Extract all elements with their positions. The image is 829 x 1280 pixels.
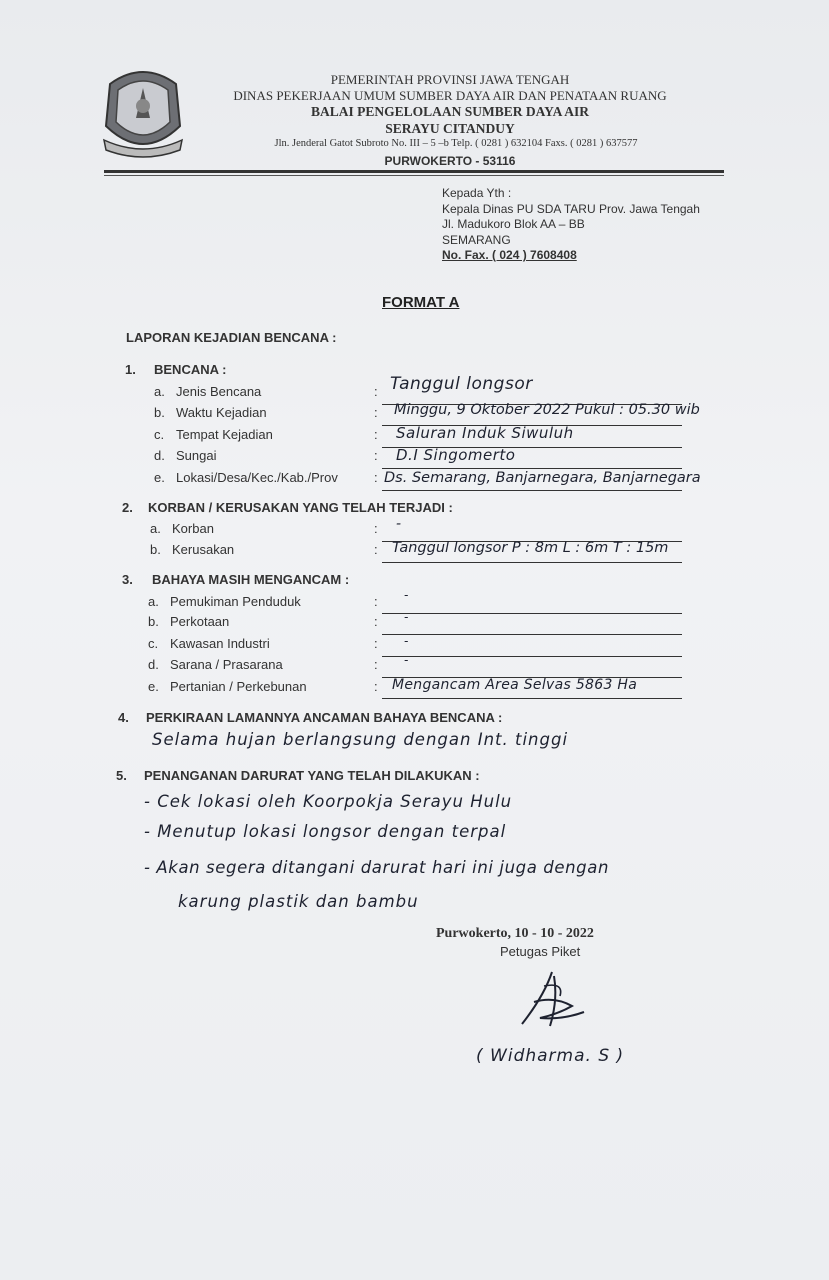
section1-e-value: Ds. Semarang, Banjarnegara, Banjarnegara <box>384 470 701 486</box>
signoff-place-date: Purwokerto, 10 - 10 - 2022 <box>436 926 594 941</box>
colon: : <box>374 542 378 557</box>
section2-a-value: - <box>396 516 402 532</box>
section4-number: 4. <box>118 710 129 725</box>
colon: : <box>374 405 378 420</box>
section3-a-value: - <box>404 588 409 602</box>
section2-heading: KORBAN / KERUSAKAN YANG TELAH TERJADI : <box>148 500 453 515</box>
letterhead-rule-thin <box>104 175 724 176</box>
section4-heading: PERKIRAAN LAMANNYA ANCAMAN BAHAYA BENCANA : <box>146 710 503 725</box>
colon: : <box>374 384 378 399</box>
section3-a-label: Pemukiman Penduduk <box>170 594 301 609</box>
fill-line <box>382 490 682 491</box>
recipient-line1: Kepada Yth : <box>442 186 512 200</box>
section2-a-label: Korban <box>172 521 214 536</box>
letterhead-line3: BALAI PENGELOLAAN SUMBER DAYA AIR <box>310 104 590 119</box>
section3-e-value: Mengancam Area Selvas 5863 Ha <box>392 677 638 693</box>
section1-d-value: D.I Singomerto <box>396 446 516 464</box>
section3-d-label: Sarana / Prasarana <box>170 657 283 672</box>
section5-item-3: - Akan segera ditangani darurat hari ini juga dengan <box>144 858 610 877</box>
recipient-block <box>442 186 700 264</box>
letterhead-line2: DINAS PEKERJAAN UMUM SUMBER DAYA AIR DAN PENATAAN RUANG <box>233 88 667 103</box>
recipient-line2: Kepala Dinas PU SDA TARU Prov. Jawa Tengah <box>442 201 700 216</box>
recipient-line3: Jl. Madukoro Blok AA – BB <box>442 217 585 231</box>
section5-number: 5. <box>116 768 127 783</box>
section3-d-letter: d. <box>148 657 159 672</box>
fill-line <box>382 613 682 614</box>
recipient-line4: SEMARANG <box>442 232 511 247</box>
section2-a-letter: a. <box>150 521 161 536</box>
colon: : <box>374 594 378 609</box>
letterhead-line1: PEMERINTAH PROVINSI JAWA TENGAH <box>330 72 570 87</box>
section5-item-2: - Menutup lokasi longsor dengan terpal <box>144 822 507 841</box>
section5-heading: PENANGANAN DARURAT YANG TELAH DILAKUKAN : <box>144 768 480 783</box>
section3-c-letter: c. <box>148 636 159 651</box>
section2-number: 2. <box>122 500 133 515</box>
fill-line <box>382 698 682 699</box>
fill-line <box>382 562 682 563</box>
section3-b-letter: b. <box>148 614 159 629</box>
section1-a-value: Tanggul longsor <box>390 374 533 394</box>
letterhead-city: PURWOKERTO - 53116 <box>384 154 516 168</box>
letterhead-line4: SERAYU CITANDUY <box>385 121 515 136</box>
section3-e-label: Pertanian / Perkebunan <box>170 679 307 694</box>
colon: : <box>374 657 378 672</box>
signoff-role: Petugas Piket <box>500 944 581 959</box>
section5-item-4: karung plastik dan bambu <box>178 892 419 911</box>
fill-line <box>382 656 682 657</box>
section1-number: 1. <box>125 362 136 377</box>
section1-c-value: Saluran Induk Siwuluh <box>396 424 574 442</box>
section2-b-letter: b. <box>150 542 161 557</box>
fill-line <box>382 634 682 635</box>
section1-d-letter: d. <box>154 448 165 463</box>
section3-c-value: - <box>404 634 409 648</box>
report-heading: LAPORAN KEJADIAN BENCANA : <box>126 330 337 345</box>
section1-d-label: Sungai <box>176 448 217 463</box>
section2-b-label: Kerusakan <box>172 542 235 557</box>
fill-line <box>382 468 682 469</box>
colon: : <box>374 448 378 463</box>
colon: : <box>374 614 378 629</box>
colon: : <box>374 636 378 651</box>
section3-b-label: Perkotaan <box>170 614 230 629</box>
section1-b-letter: b. <box>154 405 165 420</box>
provincial-emblem-icon <box>100 66 186 158</box>
section1-c-letter: c. <box>154 427 165 442</box>
section5-item-1: - Cek lokasi oleh Koorpokja Serayu Hulu <box>144 792 513 811</box>
section1-b-value: Minggu, 9 Oktober 2022 Pukul : 05.30 wib <box>394 402 700 418</box>
colon: : <box>374 521 378 536</box>
section3-b-value: - <box>404 610 409 624</box>
section1-b-label: Waktu Kejadian <box>176 405 267 420</box>
section1-a-letter: a. <box>154 384 165 399</box>
section1-heading: BENCANA : <box>154 362 227 377</box>
section1-a-label: Jenis Bencana <box>176 384 262 399</box>
section3-c-label: Kawasan Industri <box>170 636 270 651</box>
section1-e-letter: e. <box>154 470 165 485</box>
letterhead-rule <box>104 170 724 173</box>
colon: : <box>374 470 378 485</box>
signature-icon <box>514 966 594 1036</box>
section4-value: Selama hujan berlangsung dengan Int. tinggi <box>152 730 569 749</box>
colon: : <box>374 427 378 442</box>
section3-e-letter: e. <box>148 679 159 694</box>
colon: : <box>374 679 378 694</box>
section3-number: 3. <box>122 572 133 587</box>
recipient-fax: No. Fax. ( 024 ) 7608408 <box>442 248 577 262</box>
section3-d-value: - <box>404 653 409 667</box>
section3-a-letter: a. <box>148 594 159 609</box>
letterhead-address: Jln. Jenderal Gatot Subroto No. III – 5 –b Telp. ( 0281 ) 632104 Faxs. ( 0281 ) 637577 <box>274 138 638 149</box>
section1-c-label: Tempat Kejadian <box>176 427 273 442</box>
section2-b-value: Tanggul longsor P : 8m L : 6m T : 15m <box>392 540 669 556</box>
section1-e-label: Lokasi/Desa/Kec./Kab./Prov <box>176 470 338 485</box>
form-title: FORMAT A <box>382 294 460 311</box>
signoff-name: ( Widharma. S ) <box>476 1046 625 1066</box>
section3-heading: BAHAYA MASIH MENGANCAM : <box>152 572 350 587</box>
